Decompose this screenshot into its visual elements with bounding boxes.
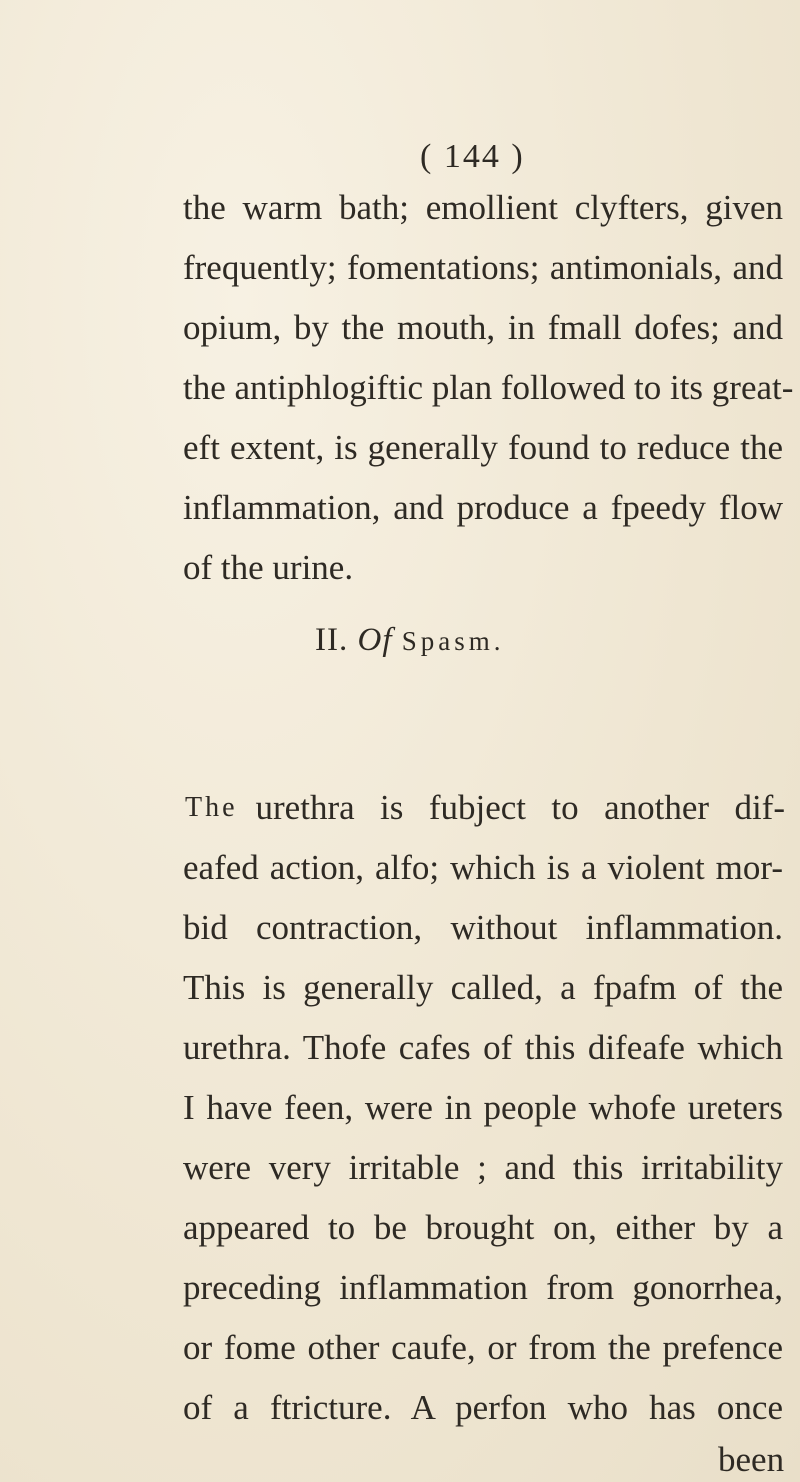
text-line: bid contraction, without inflammation. (183, 908, 783, 947)
text-line: eft extent, is generally found to reduce the (183, 428, 783, 467)
text-line: preceding inflammation from gonorrhea, (183, 1268, 783, 1307)
text-line: the warm bath; emollient clyfters, given (183, 188, 783, 227)
heading-of: Of (357, 622, 393, 658)
catchword: been (718, 1440, 785, 1479)
text-line: the antiphlogiftic plan followed to its great- (183, 368, 794, 407)
text-line: inflammation, and produce a fpeedy flow (183, 488, 783, 527)
first-word: The (185, 792, 238, 823)
text-line: appeared to be brought on, either by a (183, 1208, 783, 1247)
text-line: opium, by the mouth, in fmall dofes; and (183, 308, 783, 347)
text-line: urethra. Thofe cafes of this difeafe which (183, 1028, 783, 1067)
text-line (185, 783, 785, 833)
text-line: or fome other caufe, or from the prefence (183, 1328, 783, 1367)
text-line: I have feen, were in people whofe ureters (183, 1088, 783, 1127)
text-line: This is generally called, a fpafm of the (183, 968, 783, 1007)
page-number: ( 144 ) (420, 138, 525, 175)
text-line: of a ftricture. A perfon who has once (183, 1388, 783, 1427)
heading-numeral: II. (315, 622, 349, 658)
text-line: eafed action, alfo; which is a violent mor- (183, 848, 783, 887)
section-heading (315, 622, 505, 659)
heading-title: Spasm. (401, 626, 505, 656)
text-line: of the urine. (183, 548, 354, 587)
text-line: were very irritable ; and this irritability (183, 1148, 783, 1187)
text-line: frequently; fomentations; antimonials, and (183, 248, 783, 287)
first-line-rest: urethra is fubject to another dif- (255, 788, 785, 827)
